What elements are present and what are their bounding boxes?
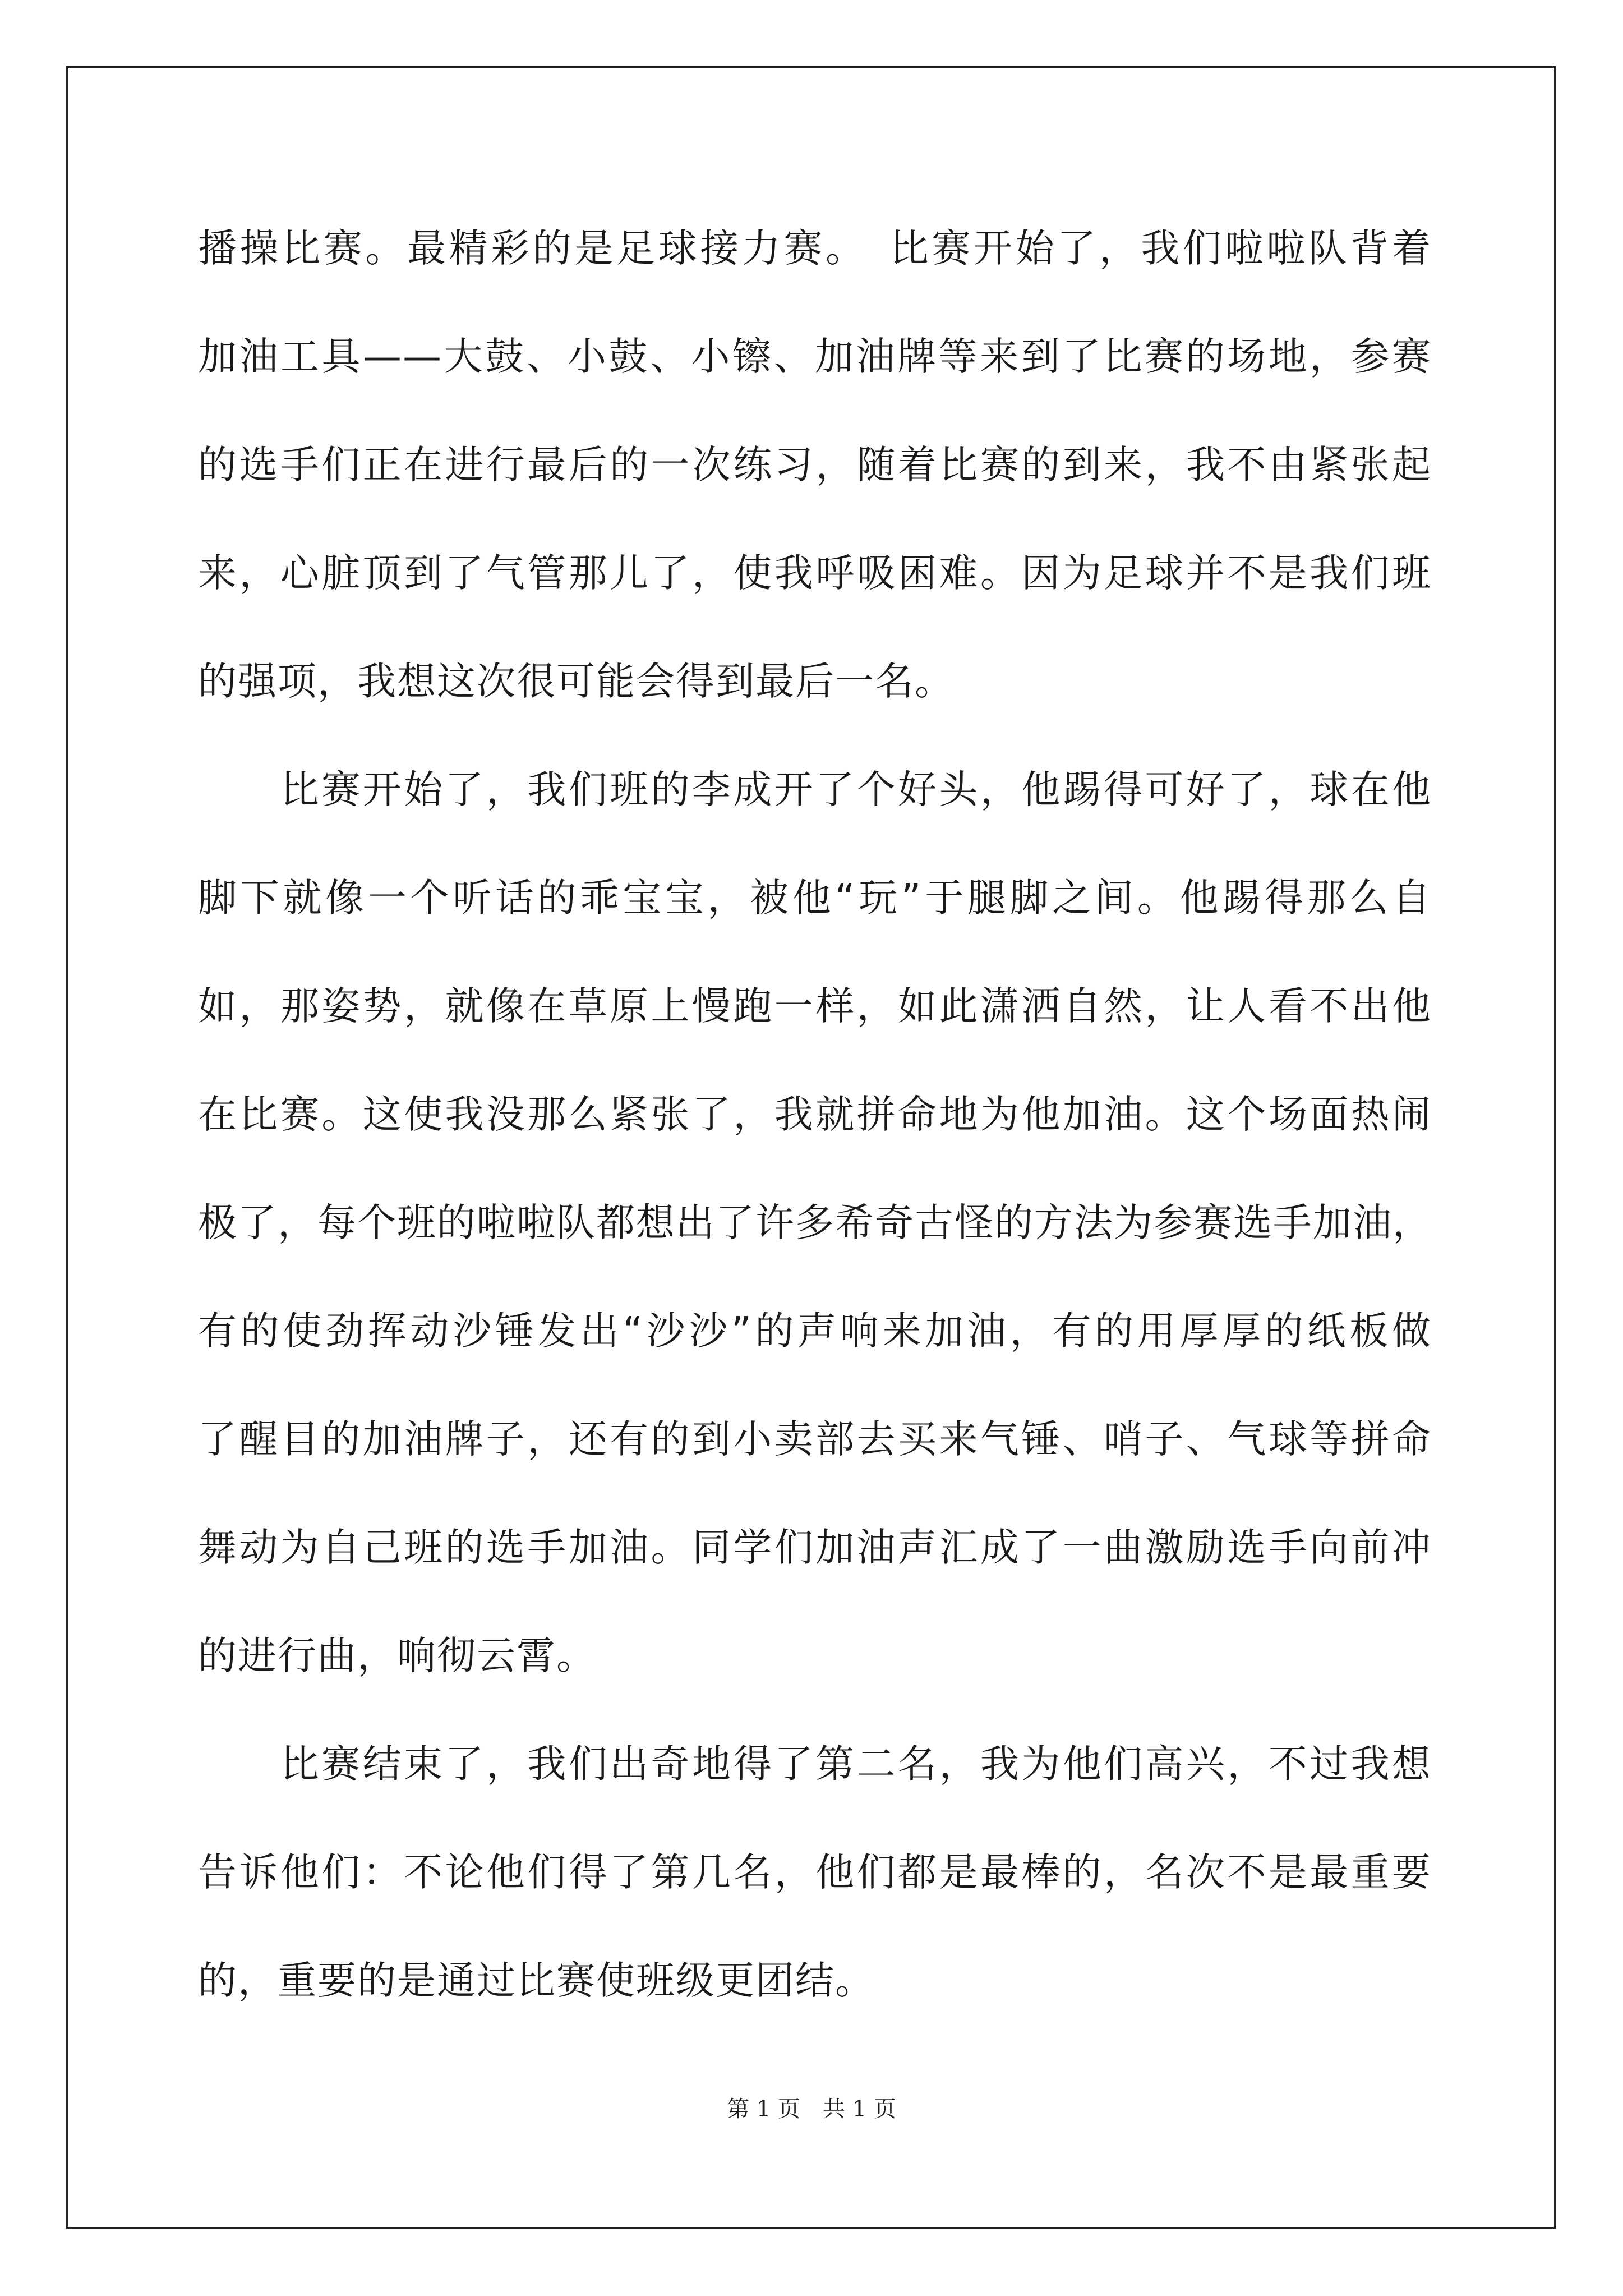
text-line: 的，重要的是通过比赛使班级更团结。 [198,1958,875,2003]
text-line: 比赛开始了，我们班的李成开了个好头，他踢得可好了，球在他 [198,767,1432,812]
page-number-footer: 第 1 页 共 1 页 [727,2096,896,2122]
text-line: 在比赛。这使我没那么紧张了，我就拼命地为他加油。这个场面热闹 [198,1092,1432,1137]
text-line: 极了，每个班的啦啦队都想出了许多希奇古怪的方法为参赛选手加油， [198,1200,1432,1245]
text-line: 的选手们正在进行最后的一次练习，随着比赛的到来，我不由紧张起 [198,443,1432,487]
text-line: 比赛结束了，我们出奇地得了第二名，我为他们高兴，不过我想 [198,1742,1432,1787]
text-line: 播操比赛。最精彩的是足球接力赛。 比赛开始了，我们啦啦队背着 [198,226,1432,271]
text-line: 了醒目的加油牌子，还有的到小卖部去买来气锤、哨子、气球等拼命 [198,1417,1432,1462]
text-line: 的进行曲，响彻云霄。 [198,1634,596,1678]
text-line: 如，那姿势，就像在草原上慢跑一样，如此潇洒自然，让人看不出他 [198,984,1432,1029]
text-line: 告诉他们：不论他们得了第几名，他们都是最棒的，名次不是最重要 [198,1850,1432,1895]
document-body [198,218,1432,2058]
text-line: 舞动为自己班的选手加油。同学们加油声汇成了一曲激励选手向前冲 [198,1525,1432,1570]
text-line: 有的使劲挥动沙锤发出“沙沙”的声响来加油，有的用厚厚的纸板做 [198,1309,1432,1354]
text-line: 脚下就像一个听话的乖宝宝，被他“玩”于腿脚之间。他踢得那么自 [198,876,1432,921]
text-line: 来，心脏顶到了气管那儿了，使我呼吸困难。因为足球并不是我们班 [198,551,1432,596]
text-line: 的强项，我想这次很可能会得到最后一名。 [198,659,955,704]
text-line: 加油工具——大鼓、小鼓、小镲、加油牌等来到了比赛的场地，参赛 [198,334,1432,379]
